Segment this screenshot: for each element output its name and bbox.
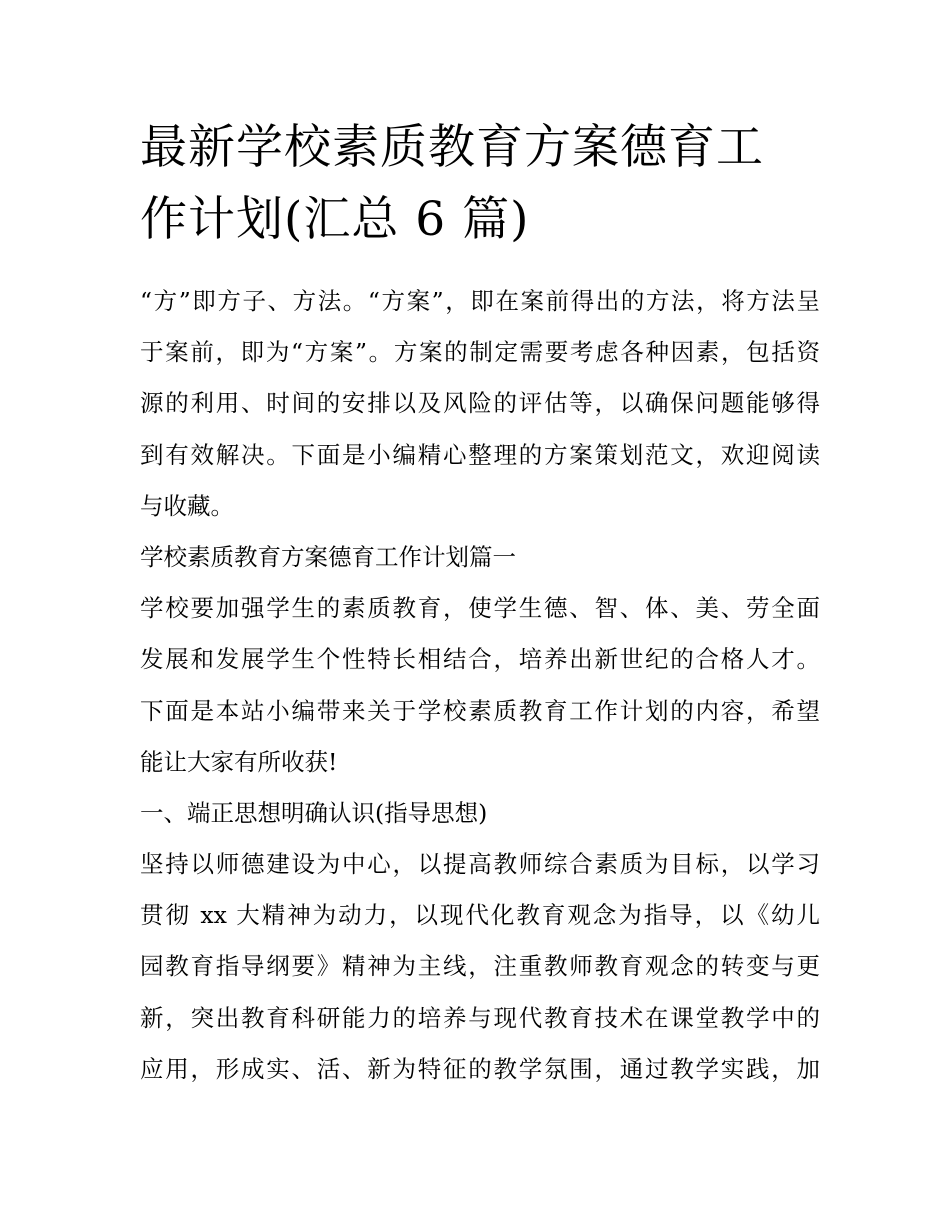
subsection-paragraph-line: 新，突出教育科研能力的培养与现代教育技术在课堂教学中的	[140, 1003, 820, 1032]
section-paragraph-line: 学校要加强学生的素质教育，使学生德、智、体、美、劳全面	[140, 594, 820, 623]
subsection-paragraph-line: 贯彻 xx 大精神为动力，以现代化教育观念为指导，以《幼儿	[140, 901, 820, 930]
intro-paragraph-line: “方”即方子、方法。“方案”，即在案前得出的方法，将方法呈	[140, 287, 820, 315]
subsection-paragraph-line: 坚持以师德建设为中心，以提高教师综合素质为目标，以学习	[140, 850, 820, 879]
title-line: 最新学校素质教育方案德育工	[140, 120, 764, 175]
section-heading: 学校素质教育方案德育工作计划篇一	[140, 542, 516, 571]
document-title	[140, 112, 820, 256]
intro-paragraph-line: 到有效解决。下面是小编精心整理的方案策划范文，欢迎阅读	[140, 440, 820, 469]
intro-paragraph-line: 源的利用、时间的安排以及风险的评估等，以确保问题能够得	[140, 389, 820, 418]
intro-paragraph-line: 与收藏。	[140, 491, 234, 520]
subsection-paragraph-line: 应用，形成实、活、新为特征的教学氛围，通过教学实践，加	[140, 1054, 820, 1083]
section-paragraph-line: 能让大家有所收获!	[140, 747, 338, 776]
subsection-heading: 一、端正思想明确认识(指导思想)	[140, 798, 488, 827]
subsection-paragraph-line: 园教育指导纲要》精神为主线，注重教师教育观念的转变与更	[140, 952, 820, 981]
document-body	[140, 276, 820, 1095]
title-line: 作计划(汇总 6 篇)	[140, 192, 530, 247]
section-paragraph-line: 下面是本站小编带来关于学校素质教育工作计划的内容，希望	[140, 696, 820, 725]
section-paragraph-line: 发展和发展学生个性特长相结合，培养出新世纪的合格人才。	[140, 645, 820, 674]
intro-paragraph-line: 于案前，即为“方案”。方案的制定需要考虑各种因素，包括资	[140, 338, 820, 367]
